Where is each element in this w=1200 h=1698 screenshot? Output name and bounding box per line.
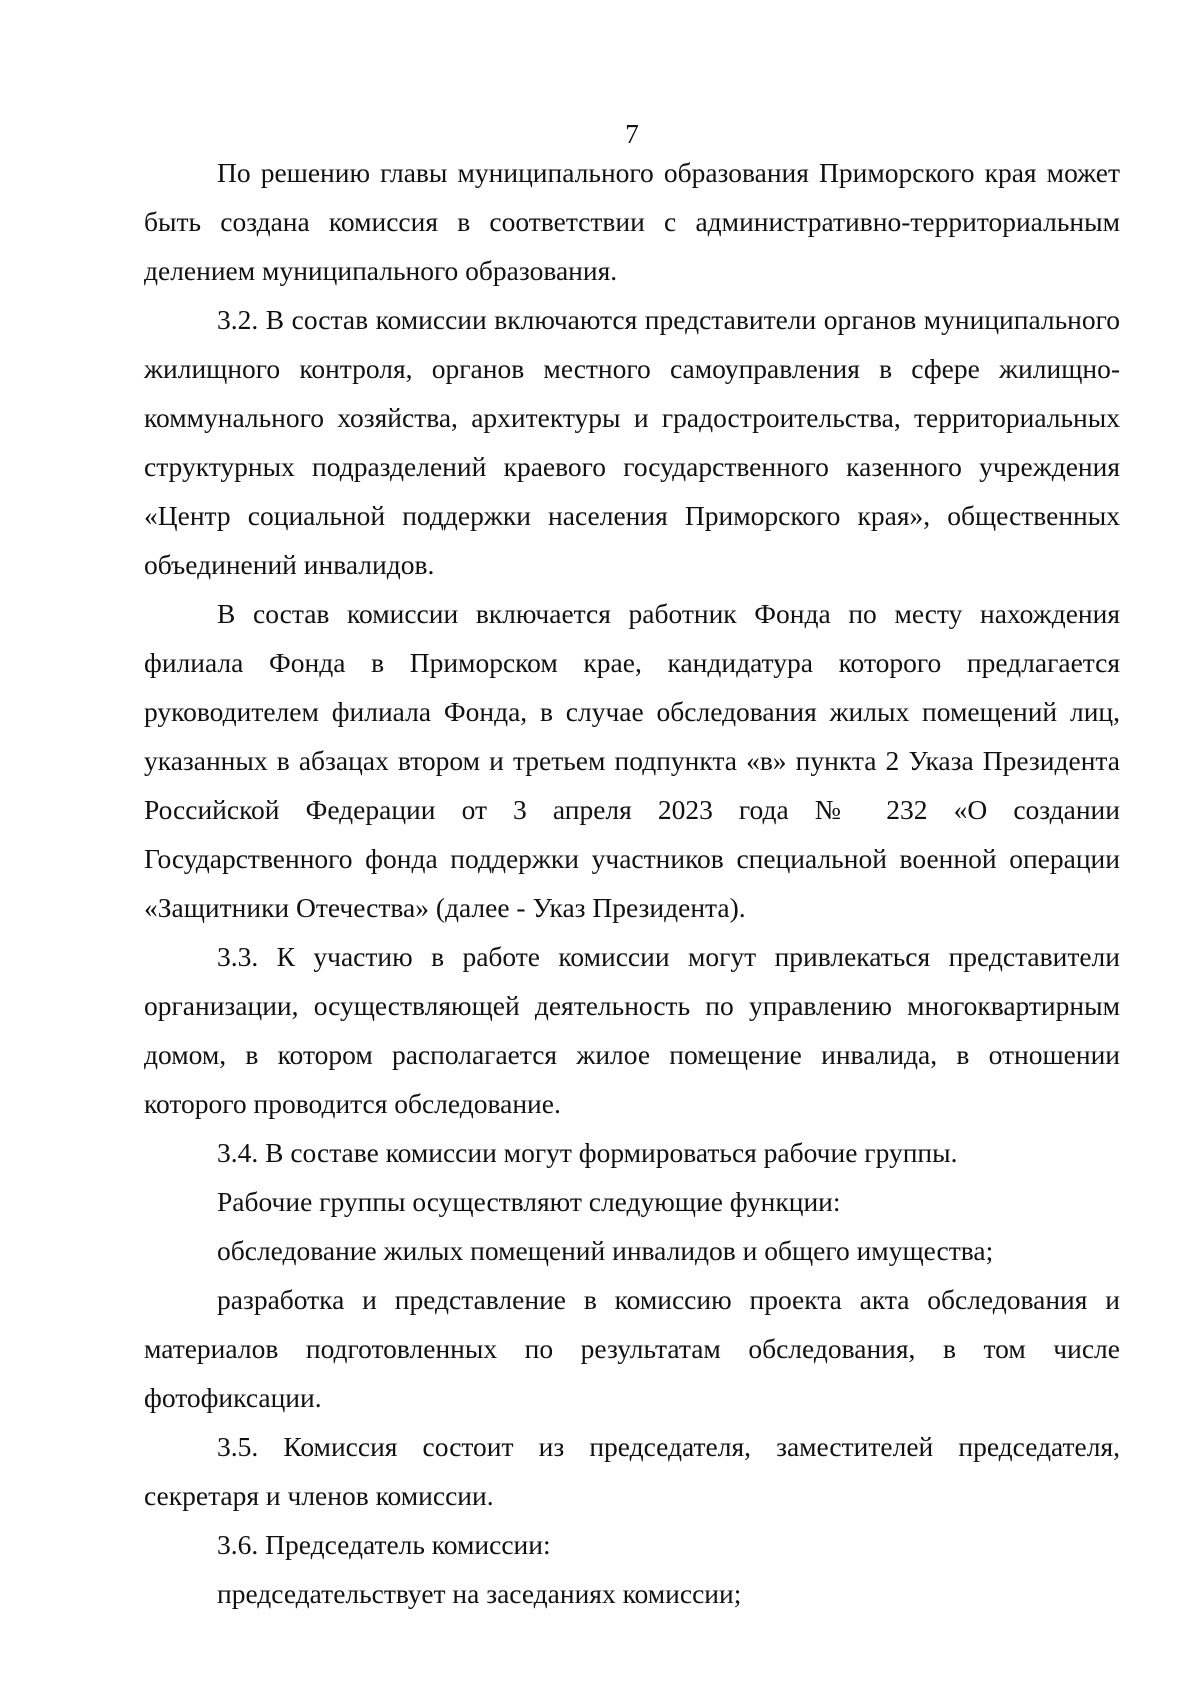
paragraph-3-6-chairman: 3.6. Председатель комиссии: bbox=[217, 1529, 551, 1560]
paragraph-3-3-participation: 3.3. К участию в работе комиссии могут привлекаться представители организации, осуществляющей деятельность по управлению многоквартирным домом, в котором располагается жилое помещение инвалида, в отношении которого проводится обследование. bbox=[144, 941, 1120, 1119]
paragraph-3-4-working-groups: 3.4. В составе комиссии могут формироваться рабочие группы. bbox=[217, 1137, 958, 1168]
paragraph-3-5-commission-members: 3.5. Комиссия состоит из председателя, заместителей председателя, секретаря и членов комиссии. bbox=[144, 1431, 1120, 1511]
paragraph-chairman-presides: председательствует на заседаниях комиссии; bbox=[217, 1578, 742, 1609]
paragraph-fund-employee: В состав комиссии включается работник Фонда по месту нахождения филиала Фонда в Приморском крае, кандидатура которого предлагается руководителем филиала Фонда, в случае обследования жилых помещений лиц, указанных в абзацах втором и третьем подпункта «в» пункта 2 Указа Президента Российской Федерации от 3 апреля 2023 года № 232 «О создании Государственного фонда поддержки участников специальной военной операции «Защитники Отечества» (далее - Указ Президента). bbox=[144, 598, 1120, 923]
paragraph-function-inspection: обследование жилых помещений инвалидов и общего имущества; bbox=[217, 1235, 994, 1266]
paragraph-function-act-development: разработка и представление в комиссию проекта акта обследования и материалов подготовленных по результатам обследования, в том числе фотофиксации. bbox=[144, 1284, 1120, 1413]
paragraph-working-groups-functions: Рабочие группы осуществляют следующие функции: bbox=[217, 1186, 841, 1217]
page-number: 7 bbox=[625, 118, 639, 149]
paragraph-3-2-composition: 3.2. В состав комиссии включаются представители органов муниципального жилищного контроля, органов местного самоуправления в сфере жилищно-коммунального хозяйства, архитектуры и градостроительства, территориальных структурных подразделений краевого государственного казенного учреждения «Центр социальной поддержки населения Приморского края», общественных объединений инвалидов. bbox=[144, 304, 1120, 580]
document-body bbox=[144, 148, 1120, 1618]
paragraph-commission-by-decision: По решению главы муниципального образования Приморского края может быть создана комиссия в соответствии с административно-территориальным делением муниципального образования. bbox=[144, 157, 1120, 286]
